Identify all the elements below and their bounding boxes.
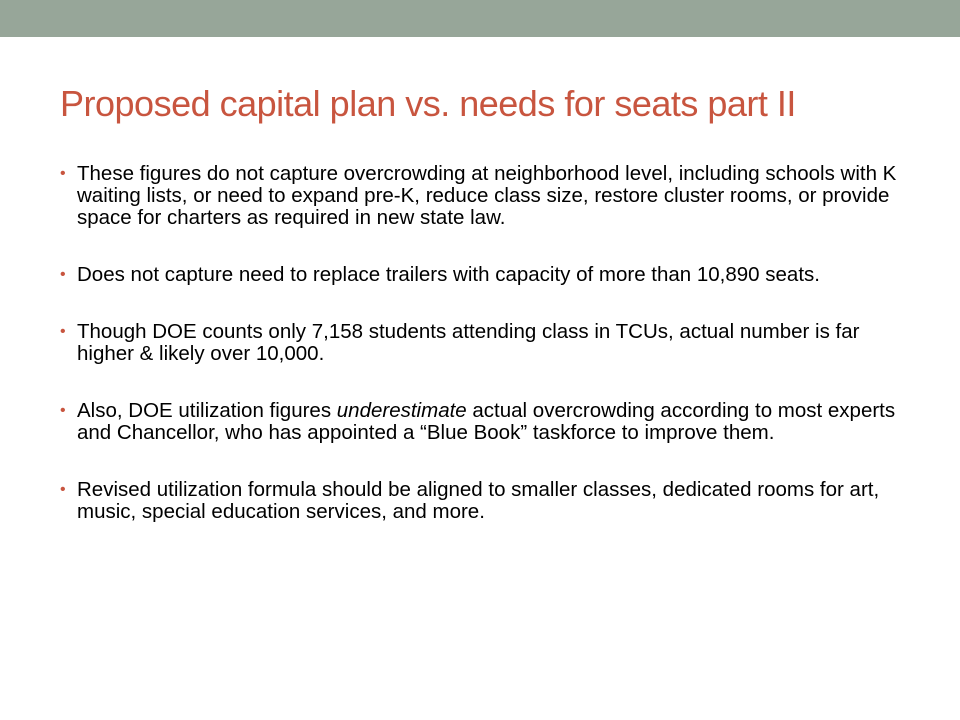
- bullet-marker-icon: •: [60, 323, 66, 340]
- bullet-text-lead: Also, DOE utilization figures: [77, 399, 337, 422]
- bullet-marker-icon: •: [60, 481, 66, 498]
- bullet-text: [77, 400, 920, 444]
- bullet-item: [60, 479, 920, 523]
- bullet-marker-icon: •: [60, 165, 66, 182]
- bullet-item: [60, 163, 920, 229]
- bullet-text-tail: actual overcrowding according to most experts and Chancellor, who has appointed a “Blue Book” taskforce to improve them.: [77, 399, 896, 444]
- bullet-text: These figures do not capture overcrowding at neighborhood level, including schools with K waiting lists, or need to expand pre-K, reduce class size, restore cluster rooms, or provide space for charters as required in new state law.: [77, 162, 897, 229]
- slide-title: Proposed capital plan vs. needs for seats part II: [60, 83, 796, 124]
- bullet-item: [60, 400, 920, 444]
- bullet-text: Does not capture need to replace trailers with capacity of more than 10,890 seats.: [77, 263, 820, 286]
- bullet-marker-icon: •: [60, 266, 66, 283]
- bullet-text: Revised utilization formula should be aligned to smaller classes, dedicated rooms for art, music, special education services, and more.: [77, 478, 880, 523]
- bullet-list: [60, 163, 920, 523]
- bullet-text: Though DOE counts only 7,158 students attending class in TCUs, actual number is far higher & likely over 10,000.: [77, 320, 860, 365]
- emphasized-word: underestimate: [336, 399, 467, 422]
- bullet-item: [60, 321, 920, 365]
- bullet-marker-icon: •: [60, 402, 66, 419]
- bullet-item: [60, 264, 920, 286]
- top-accent-band: [0, 0, 960, 37]
